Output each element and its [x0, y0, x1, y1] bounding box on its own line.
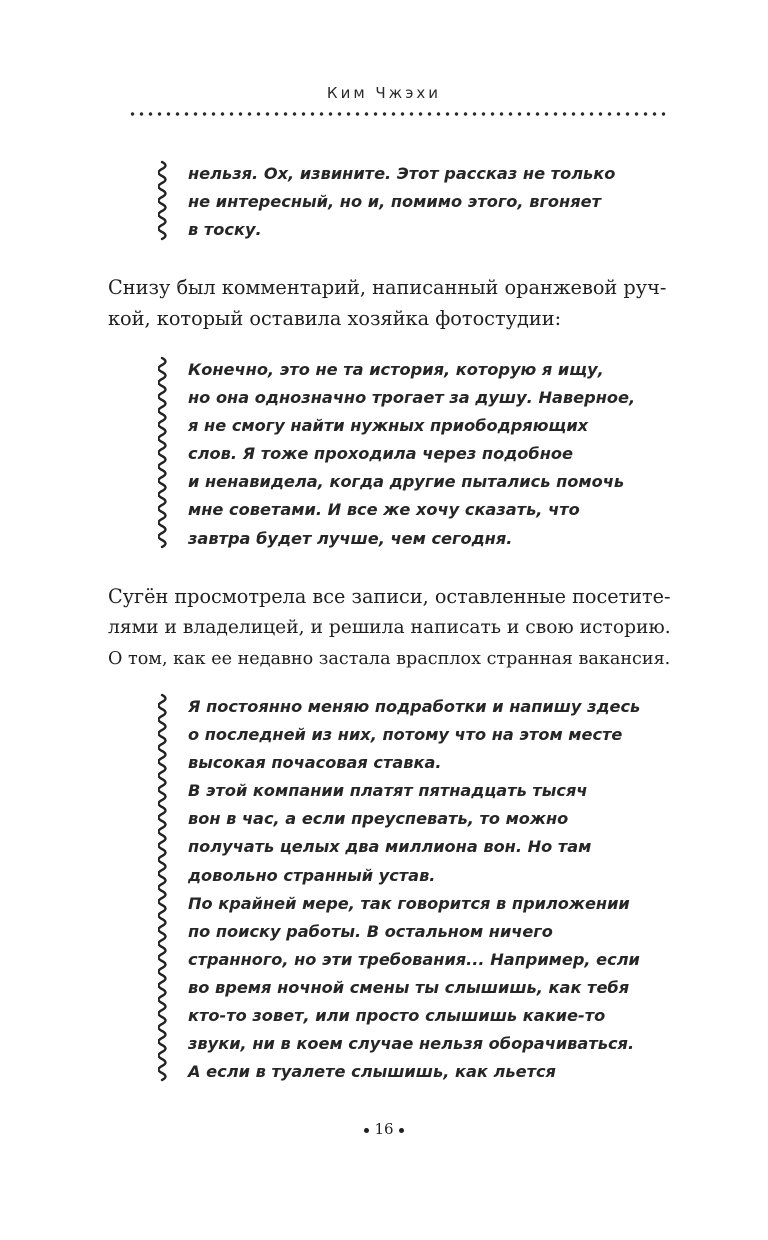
page-number: 16 — [374, 1120, 394, 1138]
quote-line: слов. Я тоже проходила через подобное — [188, 444, 573, 464]
footer-dot-right — [399, 1128, 404, 1133]
quote-line: В этой компании платят пятнадцать тысяч — [188, 781, 588, 801]
quote-line: По крайней мере, так говорится в приложении — [188, 893, 630, 913]
wavy-margin-rule — [158, 356, 172, 553]
quote-line: не интересный, но и, помимо этого, вгоняет — [188, 192, 601, 212]
footer-dot-left — [364, 1128, 369, 1133]
quote-text — [188, 693, 640, 1086]
page-footer — [0, 1120, 768, 1138]
wavy-line-path — [159, 162, 166, 239]
quote-line: мне советами. И все же хочу сказать, что — [188, 500, 580, 520]
quote-line: завтра будет лучше, чем сегодня. — [188, 528, 513, 548]
quote-line: нельзя. Ох, извините. Этот рассказ не только — [188, 164, 616, 183]
quote-line: но она однозначно трогает за душу. Наверное, — [188, 388, 636, 408]
header-dotted-rule — [128, 112, 668, 116]
quote-line: кто-то зовет, или просто слышишь какие-то — [188, 1006, 606, 1026]
quote-line: я не смогу найти нужных приободряющих — [188, 416, 589, 436]
body-paragraph — [108, 272, 670, 335]
wavy-margin-rule — [158, 693, 172, 1086]
quote-line: звуки, ни в коем случае нельзя оборачиваться. — [188, 1034, 635, 1054]
wavy-margin-rule — [158, 160, 172, 244]
paragraph-line: О том, как ее недавно застала врасплох странная вакансия. — [108, 648, 671, 669]
running-header-author: Ким Чжэхи — [326, 84, 442, 102]
quote-block — [158, 160, 615, 244]
quote-block — [158, 693, 640, 1086]
quote-line: Конечно, это не та история, которую я ищу, — [188, 360, 604, 379]
body-paragraph — [108, 581, 670, 675]
paragraph-line: Снизу был комментарий, написанный оранжевой руч- — [108, 276, 667, 299]
paragraph-line: лями и владелицей, и решила написать и свою историю. — [108, 617, 671, 639]
quote-line: и ненавидела, когда другие пытались помочь — [188, 472, 625, 492]
paragraph-line: Сугён просмотрела все записи, оставленные посетите- — [108, 585, 671, 608]
quote-line: о последней из них, потому что на этом месте — [188, 725, 623, 745]
quote-text — [188, 160, 615, 244]
quote-block — [158, 356, 635, 553]
quote-line: в тоску. — [188, 220, 262, 240]
quote-line: довольно странный устав. — [188, 865, 436, 885]
quote-line: странного, но эти требования... Например, если — [188, 949, 640, 969]
quote-line: по поиску работы. В остальном ничего — [188, 921, 553, 941]
quote-line: во время ночной смены ты слышишь, как тебя — [188, 977, 630, 997]
quote-line: получать целых два миллиона вон. Но там — [188, 837, 592, 857]
quote-line: высокая почасовая ставка. — [188, 753, 442, 773]
quote-line: А если в туалете слышишь, как льется — [188, 1062, 556, 1082]
quote-text — [188, 356, 635, 553]
quote-line: Я постоянно меняю подработки и напишу здесь — [188, 697, 641, 716]
wavy-line-path — [159, 695, 166, 1080]
wavy-line-path — [159, 358, 166, 547]
quote-line: вон в час, а если преуспевать, то можно — [188, 809, 569, 829]
paragraph-line: кой, который оставила хозяйка фотостудии: — [108, 307, 562, 331]
